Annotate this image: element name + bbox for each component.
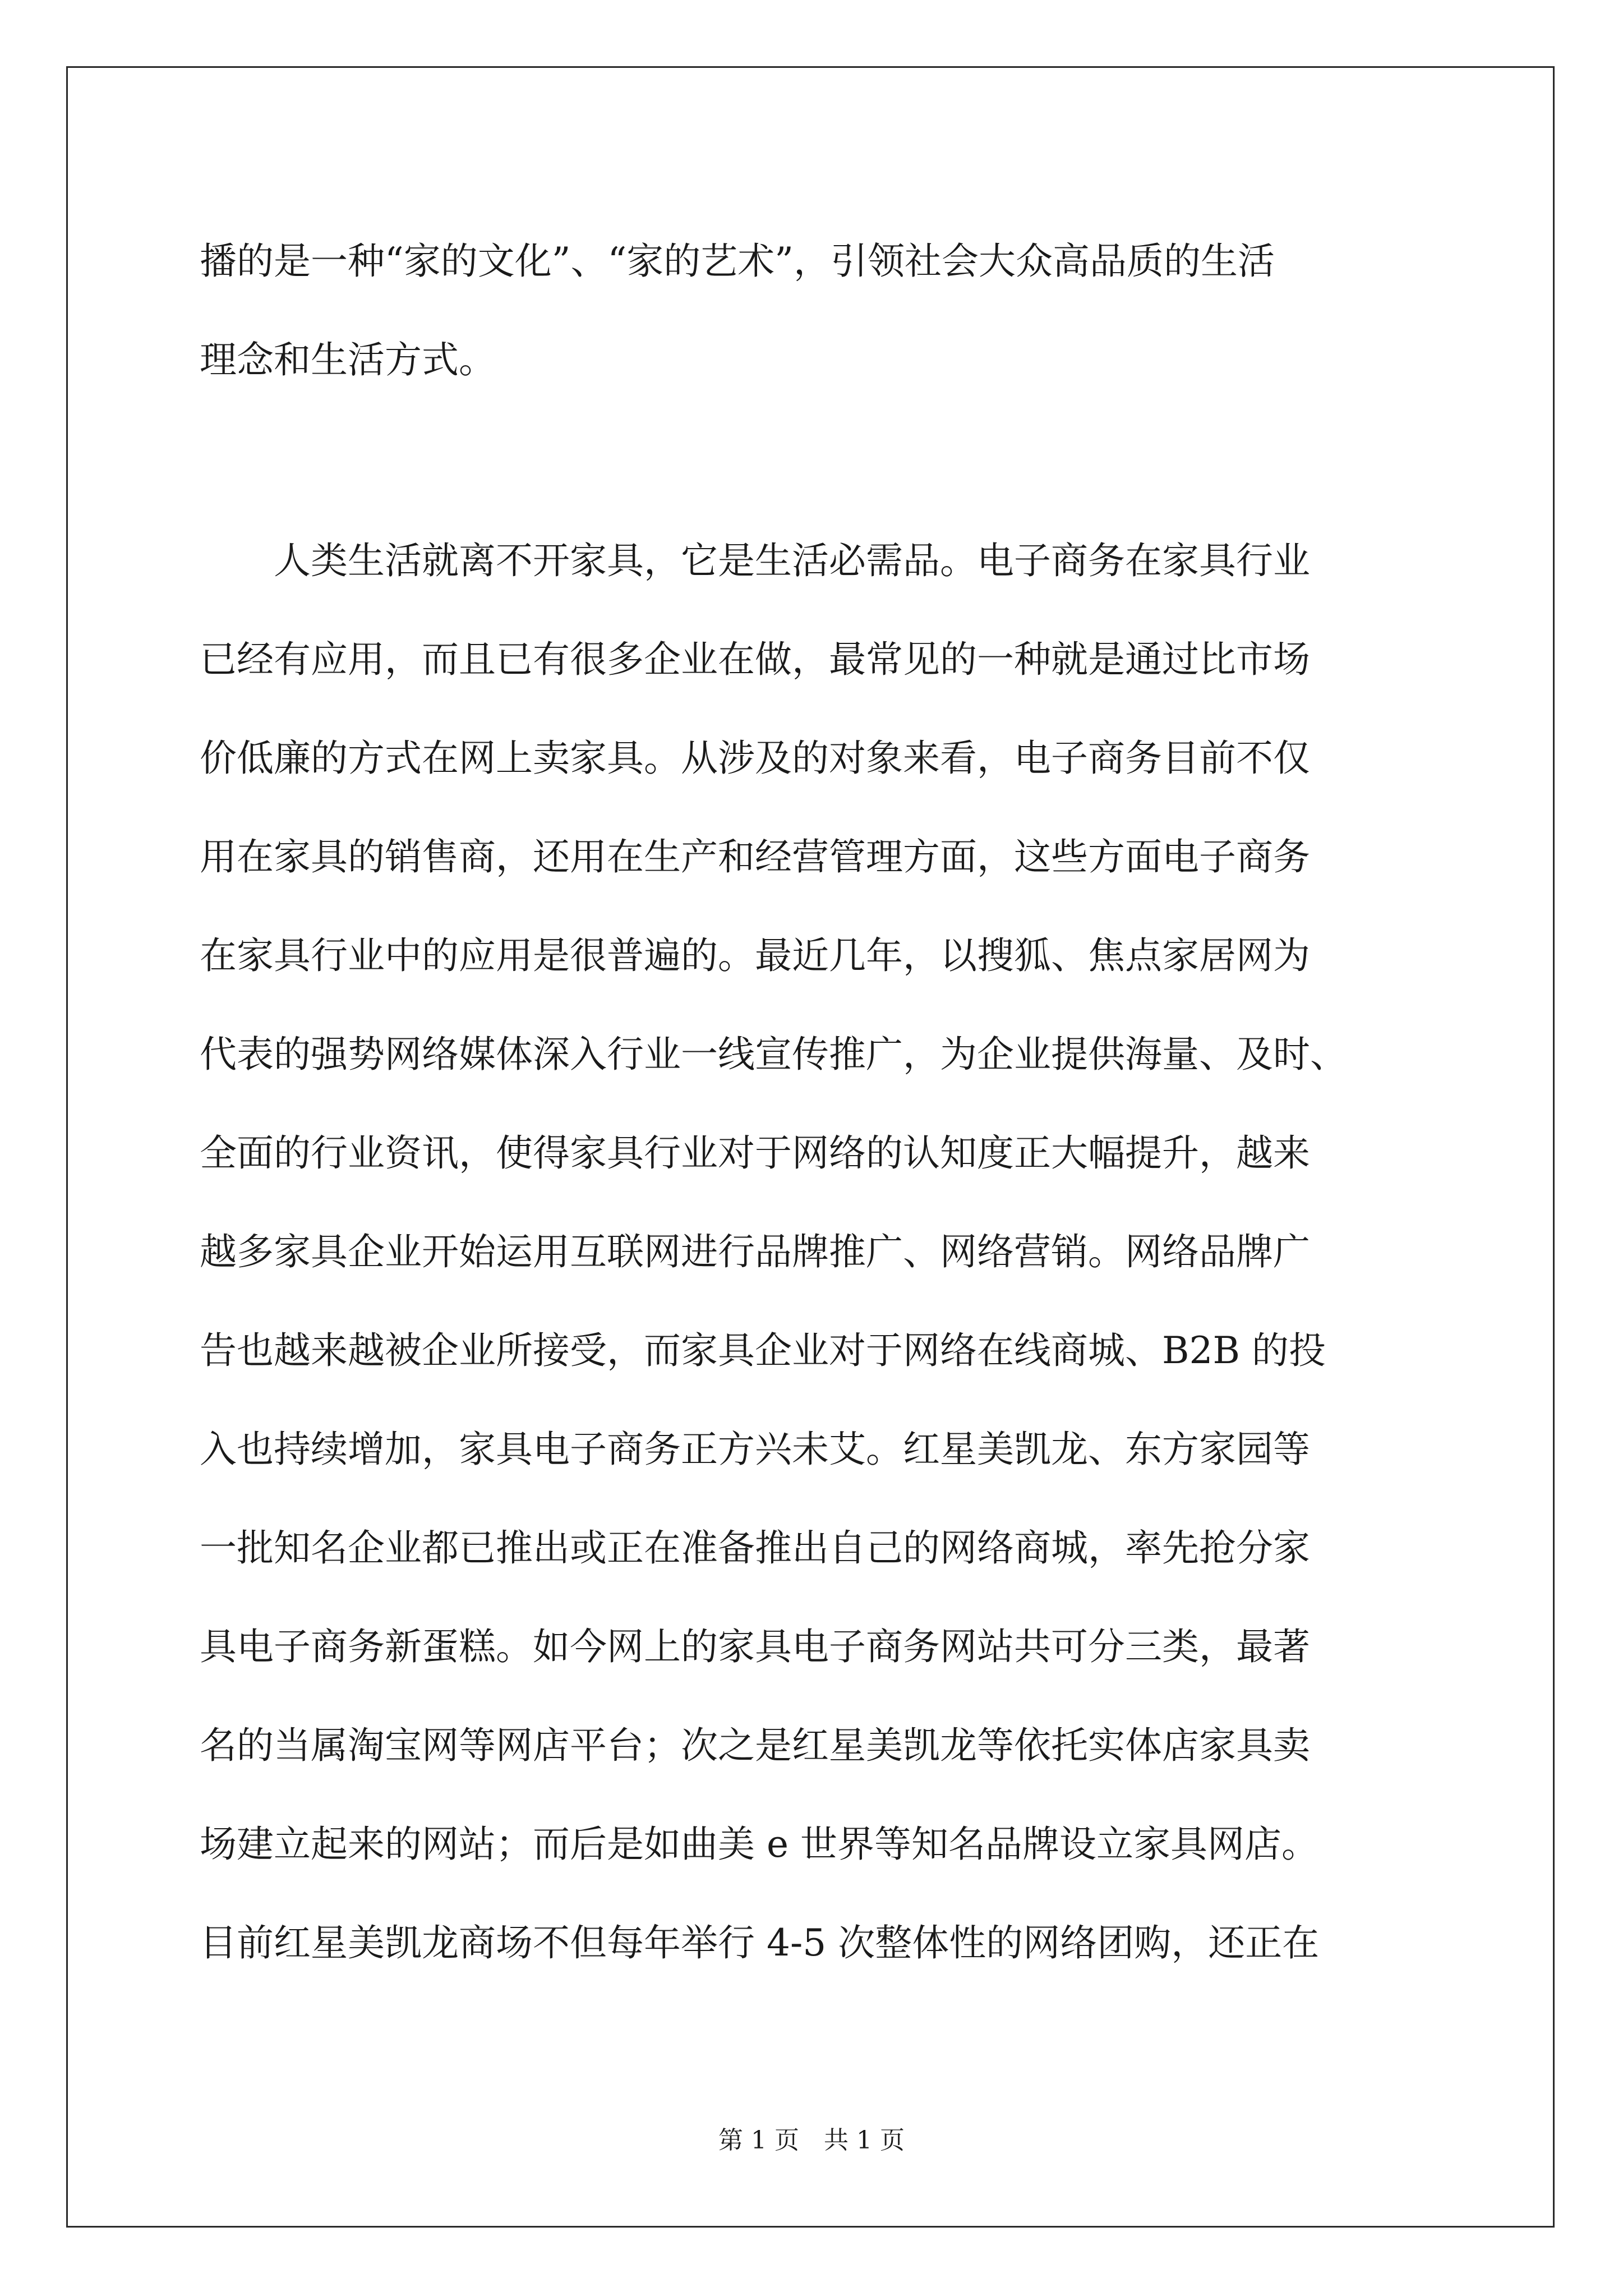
text-line: 越多家具企业开始运用互联网进行品牌推广、网络营销。网络品牌广 [200,1230,1310,1273]
text-line: 理念和生活方式。 [200,338,496,381]
page-number-footer: 第 1 页 共 1 页 [718,2126,905,2155]
text-line: 已经有应用，而且已有很多企业在做，最常见的一种就是通过比市场 [200,638,1310,681]
text-line: 具电子商务新蛋糕。如今网上的家具电子商务网站共可分三类，最著 [200,1625,1310,1668]
text-line: 一批知名企业都已推出或正在准备推出自己的网络商城，率先抢分家 [200,1526,1310,1570]
text-line: 播的是一种“家的文化”、“家的艺术”，引领社会大众高品质的生活 [200,240,1275,283]
text-line: 人类生活就离不开家具，它是生活必需品。电子商务在家具行业 [200,539,1310,582]
text-line: 告也越来越被企业所接受，而家具企业对于网络在线商城、B2B 的投 [200,1329,1326,1372]
text-line: 目前红星美凯龙商场不但每年举行 4-5 次整体性的网络团购，还正在 [200,1921,1320,1964]
text-line: 用在家具的销售商，还用在生产和经营管理方面，这些方面电子商务 [200,835,1310,878]
text-line: 入也持续增加，家具电子商务正方兴未艾。红星美凯龙、东方家园等 [200,1428,1310,1471]
text-line: 价低廉的方式在网上卖家具。从涉及的对象来看，电子商务目前不仅 [200,737,1310,780]
text-line: 名的当属淘宝网等网店平台；次之是红星美凯龙等依托实体店家具卖 [200,1724,1310,1767]
text-line: 在家具行业中的应用是很普遍的。最近几年，以搜狐、焦点家居网为 [200,934,1310,977]
text-line: 全面的行业资讯，使得家具行业对于网络的认知度正大幅提升，越来 [200,1131,1310,1175]
text-line: 场建立起来的网站；而后是如曲美 e 世界等知名品牌设立家具网店。 [200,1823,1319,1866]
document-body [200,212,1433,1993]
text-line: 代表的强势网络媒体深入行业一线宣传推广，为企业提供海量、及时、 [200,1033,1347,1076]
